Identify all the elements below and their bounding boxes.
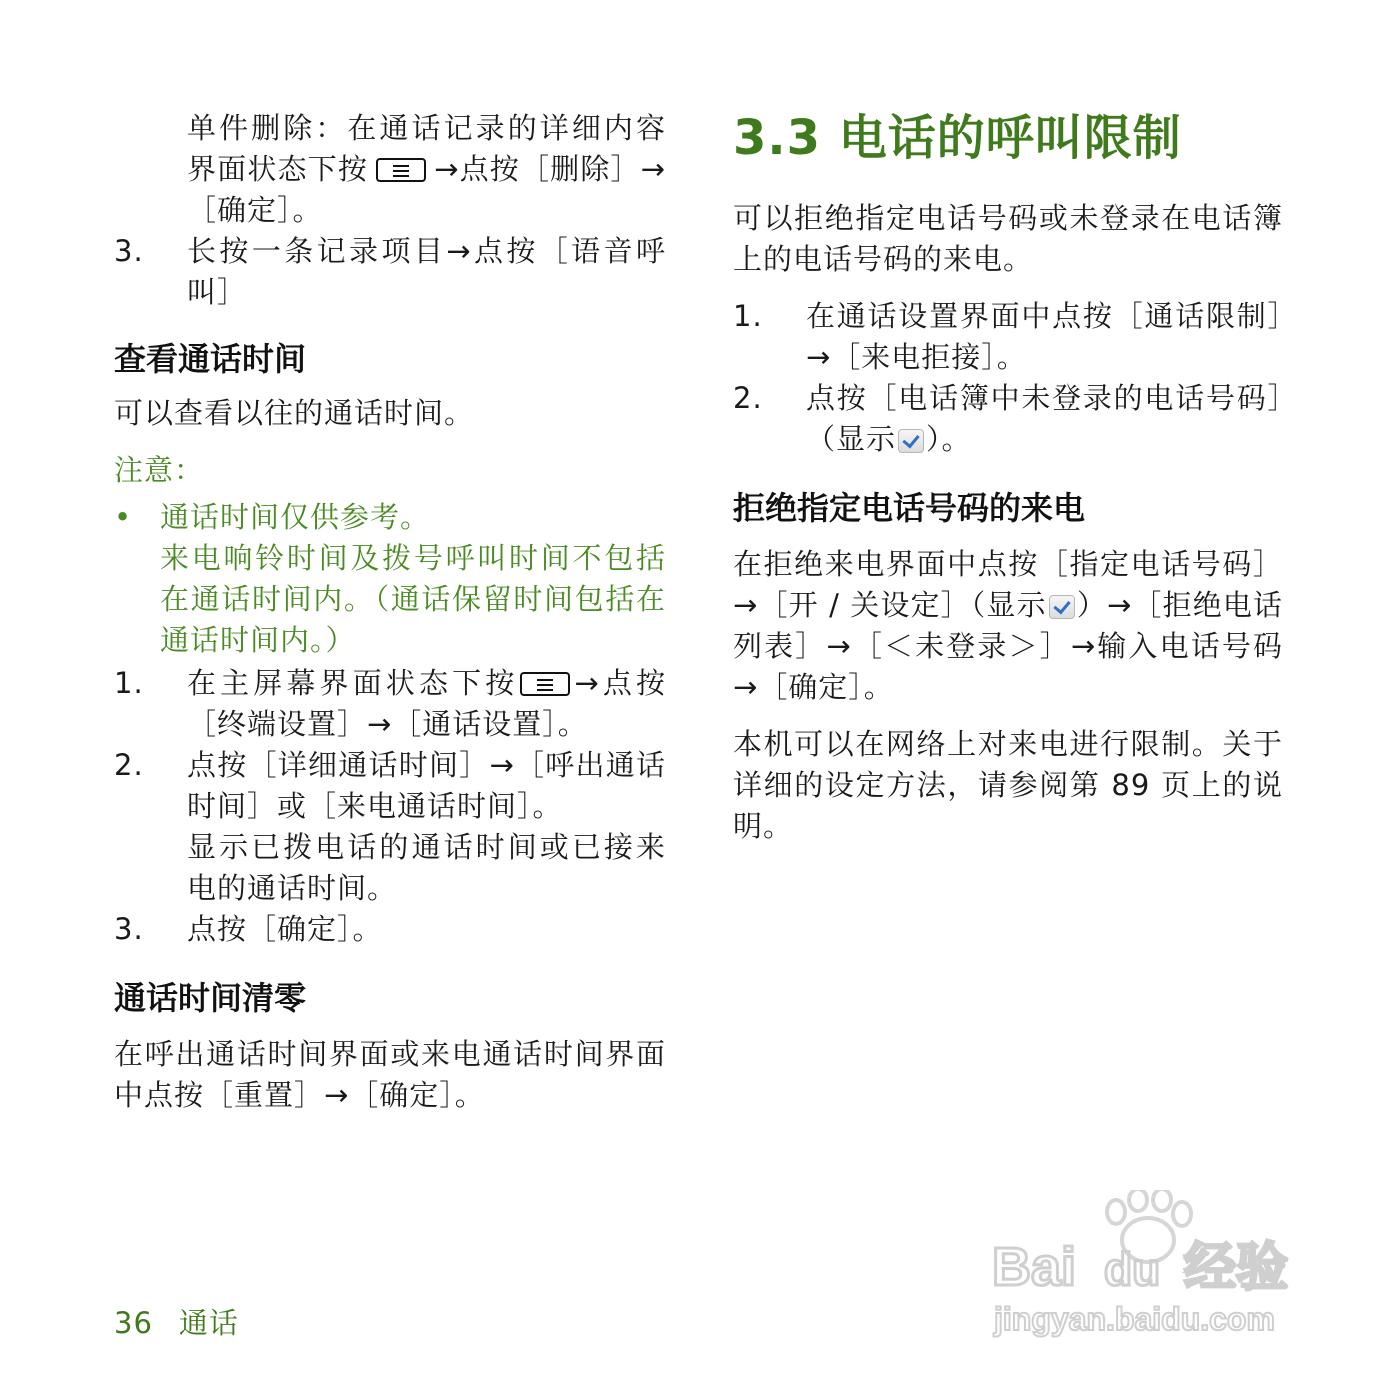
paragraph-text-b: ）→［拒绝电话列表］→［＜未登录＞］→输入电话号码→［确定］。 xyxy=(733,588,1283,704)
menu-icon xyxy=(376,158,426,182)
list-item xyxy=(733,378,1283,460)
checkbox-checked-icon xyxy=(1049,595,1075,619)
list-text-a: 在主屏幕界面状态下按 xyxy=(187,666,519,700)
section-heading-reset-call-time: 通话时间清零 xyxy=(114,979,307,1017)
note-label: 注意： xyxy=(114,453,205,487)
paragraph-text-a: 在拒绝来电界面中点按［指定电话号码］→［开 / 关设定］（显示 xyxy=(733,547,1283,622)
watermark-suffix: 经验 xyxy=(1184,1238,1289,1298)
menu-icon xyxy=(520,672,570,696)
list-text-a: 点按［电话簿中未登录的电话号码］（显示 xyxy=(806,381,1283,456)
list-text-b: ）。 xyxy=(926,422,972,456)
watermark-brand: Bai xyxy=(992,1237,1077,1297)
list-number: 3. xyxy=(114,912,144,946)
delete-step-text-a: 单件删除：在通话记录的详细内容界面状态下按 xyxy=(187,111,666,186)
left-column xyxy=(114,108,666,1116)
list-item-continuation xyxy=(114,108,666,231)
list-item xyxy=(114,909,666,950)
list-text: 在通话设置界面中点按［通话限制］→［来电拒接］。 xyxy=(806,299,1283,374)
paragraph xyxy=(733,544,1283,708)
list-text: 点按［确定］。 xyxy=(187,912,383,946)
note-bullet xyxy=(114,497,666,661)
right-column xyxy=(733,108,1283,847)
list-text: 点按［详细通话时间］→［呼出通话时间］或［来电通话时间］。 xyxy=(187,748,666,823)
list-number: 1. xyxy=(114,666,144,700)
note-text-1: 通话时间仅供参考。 xyxy=(160,500,431,534)
section-heading-view-call-time: 查看通话时间 xyxy=(114,340,307,378)
paragraph: 可以拒绝指定电话号码或未登录在电话簿上的电话号码的来电。 xyxy=(733,201,1283,276)
list-item xyxy=(733,296,1283,378)
chapter-title: 3.3 电话的呼叫限制 xyxy=(733,110,1182,166)
footer-section-name: 通话 xyxy=(178,1306,239,1340)
delete-step-text-b: →点按［删除］→［确定］。 xyxy=(187,152,666,227)
paragraph: 在呼出通话时间界面或来电通话时间界面中点按［重置］→［确定］。 xyxy=(114,1037,666,1112)
paragraph: 可以查看以往的通话时间。 xyxy=(114,396,475,430)
list-item xyxy=(114,663,666,745)
list-item xyxy=(114,231,666,313)
page-footer xyxy=(114,1301,265,1342)
note-text-2: 来电响铃时间及拨号呼叫时间不包括在通话时间内。（通话保留时间包括在通话时间内。） xyxy=(160,541,666,657)
watermark-url: jingyan.baidu.com xyxy=(994,1301,1275,1337)
bullet-mark: • xyxy=(114,500,133,534)
list-number: 3. xyxy=(114,234,144,268)
list-number: 2. xyxy=(114,748,144,782)
list-number: 1. xyxy=(733,299,763,333)
list-item xyxy=(114,745,666,909)
paragraph: 本机可以在网络上对来电进行限制。关于详细的设定方法，请参阅第 89 页上的说明。 xyxy=(733,727,1283,843)
list-subtext: 显示已拨电话的通话时间或已接来电的通话时间。 xyxy=(187,830,666,905)
baidu-paw-icon xyxy=(988,1190,1318,1340)
baidu-watermark xyxy=(988,1190,1318,1340)
watermark-brand-du: du xyxy=(1104,1243,1161,1295)
section-heading-reject-number: 拒绝指定电话号码的来电 xyxy=(733,489,1086,527)
page-number: 36 xyxy=(114,1306,153,1340)
list-text: 长按一条记录项目→点按［语音呼叫］ xyxy=(187,234,666,309)
list-number: 2. xyxy=(733,381,763,415)
list-text-b: →点按［终端设置］→［通话设置］。 xyxy=(187,666,666,741)
checkbox-checked-icon xyxy=(898,429,924,453)
